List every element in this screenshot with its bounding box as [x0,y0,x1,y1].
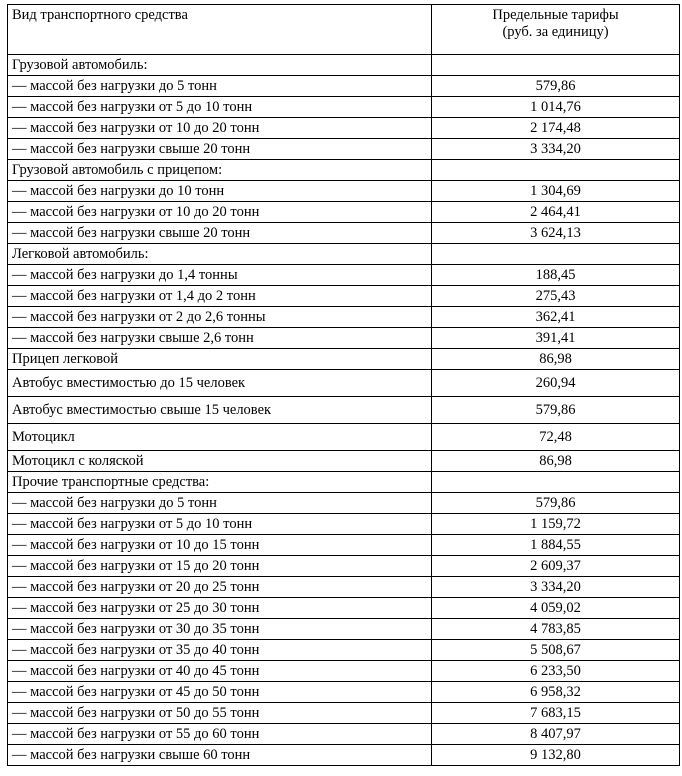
table-row [8,118,680,139]
table-row [8,160,680,181]
row-value: 579,86 [432,397,680,424]
row-label: Прочие транспортные средства: [8,472,432,493]
row-label: Мотоцикл [8,424,432,451]
table-row [8,424,680,451]
table-row [8,640,680,661]
table-row [8,493,680,514]
row-label: — массой без нагрузки от 20 до 25 тонн [8,577,432,598]
table-row [8,370,680,397]
table-row [8,745,680,766]
row-label: — массой без нагрузки от 45 до 50 тонн [8,682,432,703]
table-row [8,97,680,118]
row-value: 579,86 [432,493,680,514]
row-value [432,244,680,265]
row-value: 2 609,37 [432,556,680,577]
table-row [8,598,680,619]
row-value: 1 014,76 [432,97,680,118]
row-label: — массой без нагрузки от 5 до 10 тонн [8,97,432,118]
row-value: 7 683,15 [432,703,680,724]
row-label: Мотоцикл с коляской [8,451,432,472]
table-row [8,349,680,370]
row-value: 4 783,85 [432,619,680,640]
table-row [8,55,680,76]
row-label: — массой без нагрузки от 10 до 20 тонн [8,118,432,139]
row-label: — массой без нагрузки от 10 до 15 тонн [8,535,432,556]
tariff-header-line2: (руб. за единицу) [502,24,609,40]
table-row [8,202,680,223]
row-value: 1 159,72 [432,514,680,535]
vehicle-type-header: Вид транспортного средства [8,5,432,55]
row-label: Грузовой автомобиль с прицепом: [8,160,432,181]
table-row [8,328,680,349]
row-label: — массой без нагрузки от 35 до 40 тонн [8,640,432,661]
tariffs-table [7,4,680,766]
table-row [8,556,680,577]
tariff-header-line1: Предельные тарифы [492,7,619,23]
table-header-row [8,5,680,55]
table-row [8,265,680,286]
row-value: 260,94 [432,370,680,397]
row-label: — массой без нагрузки от 10 до 20 тонн [8,202,432,223]
row-value: 5 508,67 [432,640,680,661]
row-value: 86,98 [432,451,680,472]
row-label: — массой без нагрузки до 5 тонн [8,493,432,514]
row-value: 3 624,13 [432,223,680,244]
row-value: 2 464,41 [432,202,680,223]
table-row [8,619,680,640]
row-label: — массой без нагрузки свыше 60 тонн [8,745,432,766]
row-value: 6 233,50 [432,661,680,682]
row-value: 8 407,97 [432,724,680,745]
row-value: 72,48 [432,424,680,451]
tariff-header [432,5,680,55]
table-row [8,535,680,556]
row-label: Прицеп легковой [8,349,432,370]
row-label: — массой без нагрузки до 1,4 тонны [8,265,432,286]
table-row [8,244,680,265]
table-row [8,724,680,745]
row-value [432,160,680,181]
table-row [8,514,680,535]
row-label: — массой без нагрузки от 15 до 20 тонн [8,556,432,577]
row-value [432,472,680,493]
row-value: 275,43 [432,286,680,307]
row-value: 579,86 [432,76,680,97]
row-value: 86,98 [432,349,680,370]
row-label: — массой без нагрузки от 30 до 35 тонн [8,619,432,640]
row-value: 4 059,02 [432,598,680,619]
table-row [8,451,680,472]
row-label: Грузовой автомобиль: [8,55,432,76]
table-row [8,661,680,682]
table-row [8,682,680,703]
row-value: 1 884,55 [432,535,680,556]
table-row [8,307,680,328]
row-value: 391,41 [432,328,680,349]
row-label: — массой без нагрузки от 50 до 55 тонн [8,703,432,724]
row-label: — массой без нагрузки до 5 тонн [8,76,432,97]
row-label: — массой без нагрузки от 1,4 до 2 тонн [8,286,432,307]
row-label: Легковой автомобиль: [8,244,432,265]
row-value: 3 334,20 [432,577,680,598]
row-label: — массой без нагрузки от 2 до 2,6 тонны [8,307,432,328]
row-label: — массой без нагрузки до 10 тонн [8,181,432,202]
row-value: 188,45 [432,265,680,286]
row-value: 1 304,69 [432,181,680,202]
row-value: 3 334,20 [432,139,680,160]
row-label: — массой без нагрузки от 5 до 10 тонн [8,514,432,535]
row-label: — массой без нагрузки от 55 до 60 тонн [8,724,432,745]
table-row [8,397,680,424]
row-value: 2 174,48 [432,118,680,139]
row-value [432,55,680,76]
table-row [8,181,680,202]
row-label: Автобус вместимостью свыше 15 человек [8,397,432,424]
row-value: 9 132,80 [432,745,680,766]
table-row [8,472,680,493]
table-row [8,577,680,598]
table-row [8,703,680,724]
table-row [8,286,680,307]
row-label: — массой без нагрузки свыше 20 тонн [8,139,432,160]
row-value: 6 958,32 [432,682,680,703]
table-row [8,76,680,97]
table-row [8,223,680,244]
row-label: — массой без нагрузки свыше 20 тонн [8,223,432,244]
table-row [8,139,680,160]
row-value: 362,41 [432,307,680,328]
row-label: — массой без нагрузки свыше 2,6 тонн [8,328,432,349]
row-label: — массой без нагрузки от 25 до 30 тонн [8,598,432,619]
row-label: — массой без нагрузки от 40 до 45 тонн [8,661,432,682]
row-label: Автобус вместимостью до 15 человек [8,370,432,397]
